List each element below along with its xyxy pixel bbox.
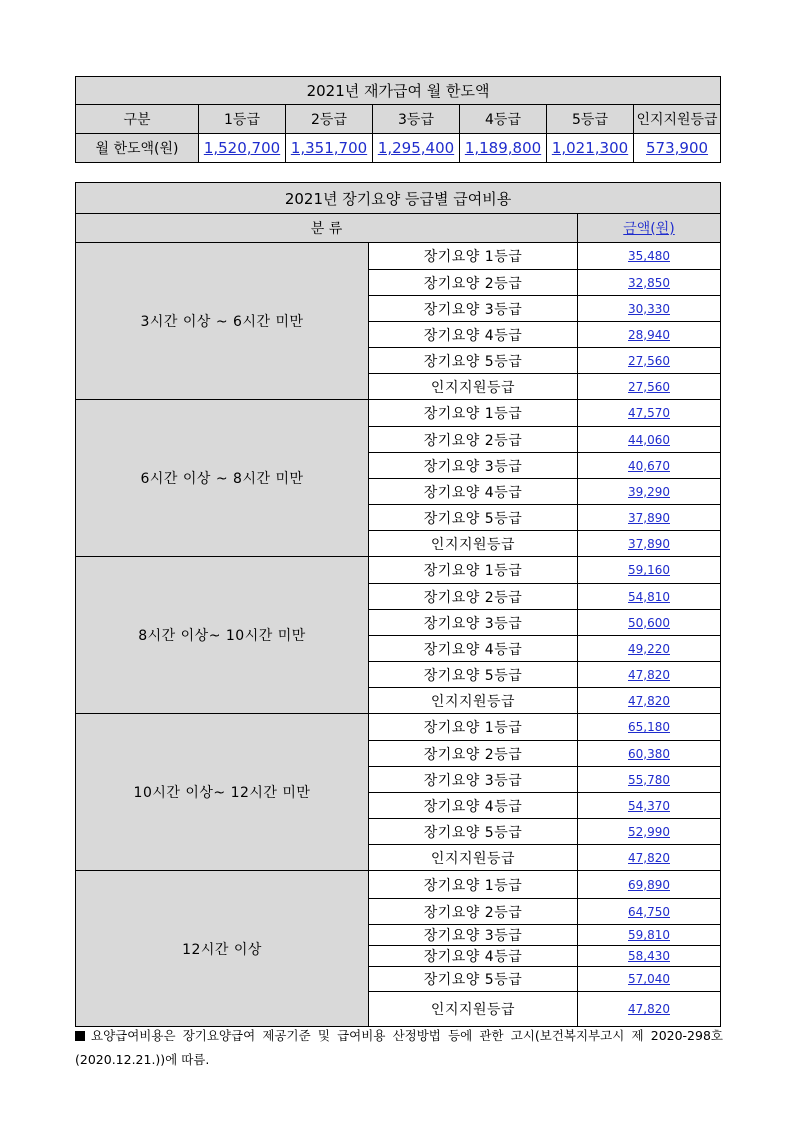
grade-label: 장기요양 4등급 <box>369 636 578 662</box>
monthly-limit-table <box>75 76 721 163</box>
amount-cell[interactable] <box>578 557 721 584</box>
grade-label: 장기요양 3등급 <box>369 296 578 322</box>
limit-value-link[interactable]: 573,900 <box>646 139 709 157</box>
table-row <box>76 871 721 899</box>
limit-value-cell[interactable] <box>547 134 634 163</box>
amount-cell[interactable] <box>578 453 721 479</box>
amount-cell[interactable] <box>578 845 721 871</box>
amount-cell[interactable] <box>578 374 721 400</box>
amount-link[interactable]: 59,810 <box>628 928 670 942</box>
grade-label: 인지지원등급 <box>369 374 578 400</box>
amount-link[interactable]: 47,820 <box>628 667 670 682</box>
amount-link[interactable]: 65,180 <box>628 720 670 734</box>
limit-value-cell[interactable] <box>460 134 547 163</box>
grade-label: 장기요양 4등급 <box>369 479 578 505</box>
limit-header-grade: 4등급 <box>460 105 547 134</box>
square-bullet-icon <box>75 1031 85 1041</box>
amount-cell[interactable] <box>578 270 721 296</box>
amount-link[interactable]: 27,560 <box>628 379 670 394</box>
limit-value-cell[interactable] <box>199 134 286 163</box>
grade-label: 장기요양 4등급 <box>369 793 578 819</box>
grade-label: 장기요양 2등급 <box>369 741 578 767</box>
duration-group-label: 3시간 이상 ~ 6시간 미만 <box>76 243 369 400</box>
grade-label: 장기요양 1등급 <box>369 557 578 584</box>
grade-label: 장기요양 2등급 <box>369 270 578 296</box>
grade-label: 인지지원등급 <box>369 688 578 714</box>
amount-link[interactable]: 30,330 <box>628 301 670 316</box>
table-row <box>76 714 721 741</box>
amount-link[interactable]: 57,040 <box>628 972 670 986</box>
limit-table-title: 2021년 재가급여 월 한도액 <box>76 77 721 105</box>
amount-cell[interactable] <box>578 871 721 899</box>
duration-group-label: 8시간 이상~ 10시간 미만 <box>76 557 369 714</box>
grade-label: 장기요양 3등급 <box>369 610 578 636</box>
amount-link[interactable]: 49,220 <box>628 641 670 656</box>
grade-label: 장기요양 3등급 <box>369 925 578 946</box>
grade-label: 장기요양 3등급 <box>369 767 578 793</box>
limit-row-label: 월 한도액(원) <box>76 134 199 163</box>
grade-label: 장기요양 5등급 <box>369 819 578 845</box>
duration-group-label: 10시간 이상~ 12시간 미만 <box>76 714 369 871</box>
grade-label: 장기요양 5등급 <box>369 662 578 688</box>
limit-value-link[interactable]: 1,520,700 <box>203 139 281 157</box>
amount-link[interactable]: 39,290 <box>628 484 670 499</box>
amount-header[interactable] <box>578 214 721 243</box>
grade-label: 장기요양 3등급 <box>369 453 578 479</box>
amount-link[interactable]: 64,750 <box>628 904 670 919</box>
amount-link[interactable]: 58,430 <box>628 949 670 963</box>
amount-cell[interactable] <box>578 636 721 662</box>
grade-label: 장기요양 5등급 <box>369 348 578 374</box>
amount-cell[interactable] <box>578 899 721 925</box>
amount-cell[interactable] <box>578 400 721 427</box>
amount-link[interactable]: 35,480 <box>628 249 670 263</box>
limit-header-category: 구분 <box>76 105 199 134</box>
table-row <box>76 400 721 427</box>
amount-cell[interactable] <box>578 992 721 1027</box>
grade-label: 장기요양 1등급 <box>369 243 578 270</box>
amount-link[interactable]: 32,850 <box>628 275 670 290</box>
footnote <box>75 1024 723 1072</box>
amount-cell[interactable] <box>578 243 721 270</box>
limit-value-cell[interactable] <box>634 134 721 163</box>
duration-group-label: 12시간 이상 <box>76 871 369 1027</box>
grade-cost-table <box>75 182 721 1027</box>
amount-cell[interactable] <box>578 925 721 946</box>
amount-cell[interactable] <box>578 767 721 793</box>
grade-label: 인지지원등급 <box>369 845 578 871</box>
amount-cell[interactable] <box>578 741 721 767</box>
amount-link[interactable]: 60,380 <box>628 746 670 761</box>
limit-value-link[interactable]: 1,295,400 <box>377 139 455 157</box>
amount-link[interactable]: 47,820 <box>628 850 670 865</box>
amount-link[interactable]: 27,560 <box>628 353 670 368</box>
category-header: 분 류 <box>76 214 578 243</box>
amount-cell[interactable] <box>578 662 721 688</box>
amount-cell[interactable] <box>578 793 721 819</box>
grade-label: 장기요양 2등급 <box>369 899 578 925</box>
limit-value-link[interactable]: 1,021,300 <box>551 139 629 157</box>
amount-cell[interactable] <box>578 819 721 845</box>
amount-cell[interactable] <box>578 610 721 636</box>
amount-cell[interactable] <box>578 505 721 531</box>
grade-label: 장기요양 4등급 <box>369 946 578 967</box>
table-row <box>76 557 721 584</box>
amount-link[interactable]: 40,670 <box>628 458 670 473</box>
amount-cell[interactable] <box>578 479 721 505</box>
amount-link[interactable]: 37,890 <box>628 510 670 525</box>
amount-link[interactable]: 54,810 <box>628 589 670 604</box>
grade-label: 장기요양 5등급 <box>369 967 578 992</box>
limit-header-grade: 5등급 <box>547 105 634 134</box>
limit-value-link[interactable]: 1,351,700 <box>290 139 368 157</box>
amount-cell[interactable] <box>578 967 721 992</box>
duration-group-label: 6시간 이상 ~ 8시간 미만 <box>76 400 369 557</box>
table-row <box>76 243 721 270</box>
amount-cell[interactable] <box>578 322 721 348</box>
amount-cell[interactable] <box>578 584 721 610</box>
amount-link[interactable]: 52,990 <box>628 824 670 839</box>
grade-label: 장기요양 4등급 <box>369 322 578 348</box>
limit-header-grade: 2등급 <box>286 105 373 134</box>
amount-cell[interactable] <box>578 348 721 374</box>
limit-value-link[interactable]: 1,189,800 <box>464 139 542 157</box>
grade-label: 장기요양 1등급 <box>369 871 578 899</box>
amount-link[interactable]: 50,600 <box>628 615 670 630</box>
amount-link[interactable]: 59,160 <box>628 563 670 577</box>
amount-header-link[interactable]: 금액(원) <box>623 221 675 237</box>
limit-header-grade: 인지지원등급 <box>634 105 721 134</box>
limit-value-cell[interactable] <box>286 134 373 163</box>
amount-link[interactable]: 69,890 <box>628 877 670 892</box>
cost-table-title: 2021년 장기요양 등급별 급여비용 <box>76 183 721 214</box>
grade-label: 장기요양 2등급 <box>369 584 578 610</box>
amount-link[interactable]: 47,820 <box>628 1002 670 1016</box>
amount-cell[interactable] <box>578 296 721 322</box>
amount-link[interactable]: 47,820 <box>628 693 670 708</box>
amount-cell[interactable] <box>578 714 721 741</box>
amount-link[interactable]: 47,570 <box>628 406 670 420</box>
amount-link[interactable]: 44,060 <box>628 432 670 447</box>
amount-cell[interactable] <box>578 946 721 967</box>
amount-cell[interactable] <box>578 427 721 453</box>
amount-link[interactable]: 55,780 <box>628 772 670 787</box>
limit-header-grade: 1등급 <box>199 105 286 134</box>
limit-header-grade: 3등급 <box>373 105 460 134</box>
grade-label: 장기요양 5등급 <box>369 505 578 531</box>
grade-label: 장기요양 1등급 <box>369 714 578 741</box>
grade-label: 장기요양 1등급 <box>369 400 578 427</box>
grade-label: 인지지원등급 <box>369 992 578 1027</box>
limit-value-cell[interactable] <box>373 134 460 163</box>
amount-cell[interactable] <box>578 688 721 714</box>
amount-link[interactable]: 37,890 <box>628 536 670 551</box>
grade-label: 인지지원등급 <box>369 531 578 557</box>
amount-cell[interactable] <box>578 531 721 557</box>
footnote-text: 요양급여비용은 장기요양급여 제공기준 및 급여비용 산정방법 등에 관한 고시(보건복지부고시 제 2020-298호(2020.12.21.))에 따름. <box>75 1028 723 1067</box>
amount-link[interactable]: 54,370 <box>628 798 670 813</box>
amount-link[interactable]: 28,940 <box>628 327 670 342</box>
grade-label: 장기요양 2등급 <box>369 427 578 453</box>
